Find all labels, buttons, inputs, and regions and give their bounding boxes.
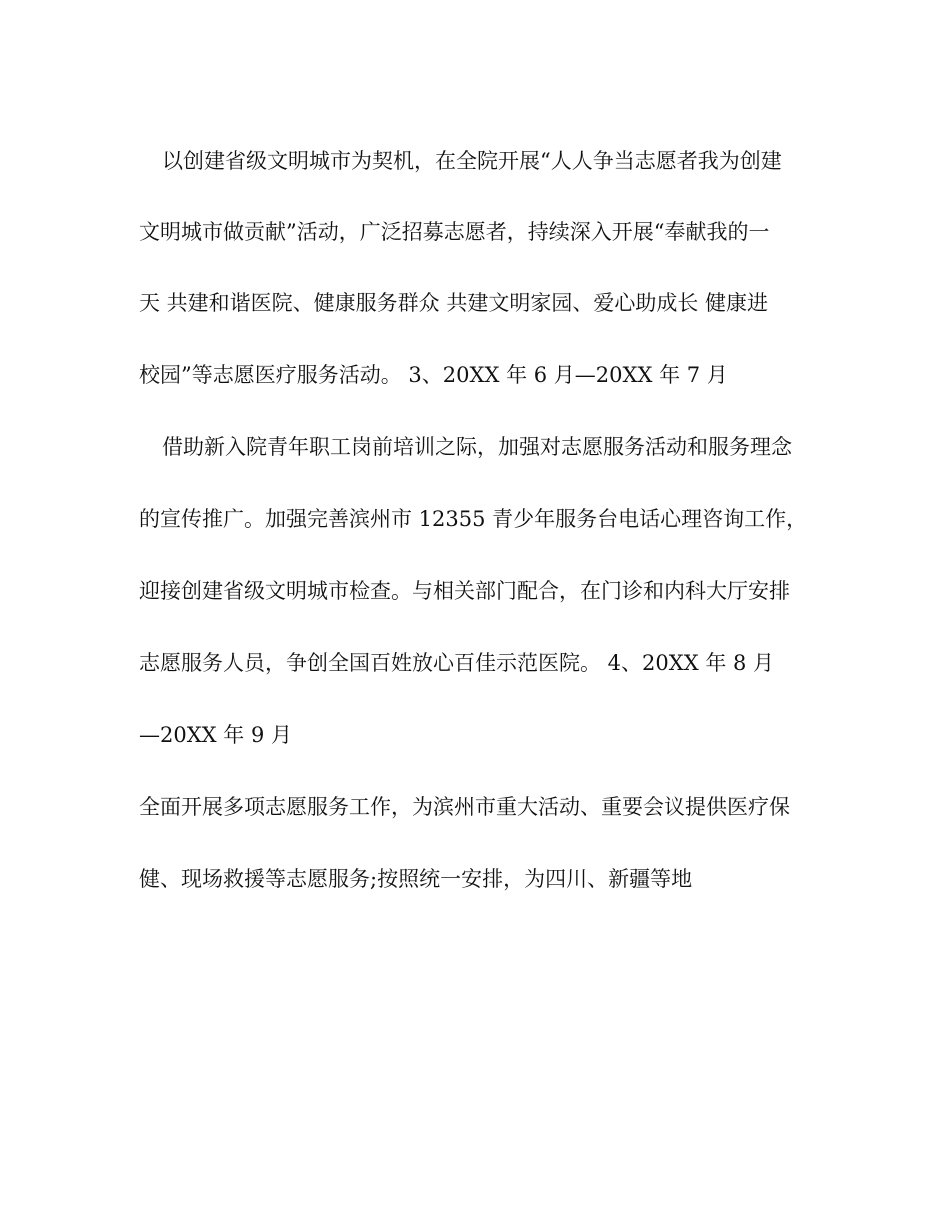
paragraph-line-6: 的宣传推广。加强完善滨州市 12355 青少年服务台电话心理咨询工作， [139, 507, 808, 531]
paragraph-line-1: 以创建省级文明城市为契机，在全院开展“人人争当志愿者我为创建 [162, 149, 782, 173]
paragraph-line-10: 全面开展多项志愿服务工作，为滨州市重大活动、重要会议提供医疗保 [139, 795, 790, 819]
paragraph-line-8: 志愿服务人员，争创全国百姓放心百佳示范医院。 4、20XX 年 8 月 [139, 651, 775, 675]
paragraph-line-3: 天 共建和谐医院、健康服务群众 共建文明家园、爱心助成长 健康进 [139, 291, 769, 315]
paragraph-line-5: 借助新入院青年职工岗前培训之际，加强对志愿服务活动和服务理念 [162, 435, 792, 459]
paragraph-line-9: —20XX 年 9 月 [139, 723, 293, 747]
paragraph-line-2: 文明城市做贡献”活动，广泛招募志愿者，持续深入开展“奉献我的一 [139, 220, 770, 244]
paragraph-line-11: 健、现场救援等志愿服务;按照统一安排，为四川、新疆等地 [139, 867, 693, 891]
paragraph-line-7: 迎接创建省级文明城市检查。与相关部门配合，在门诊和内科大厅安排 [139, 579, 790, 603]
paragraph-line-4: 校园”等志愿医疗服务活动。 3、20XX 年 6 月—20XX 年 7 月 [139, 363, 728, 387]
